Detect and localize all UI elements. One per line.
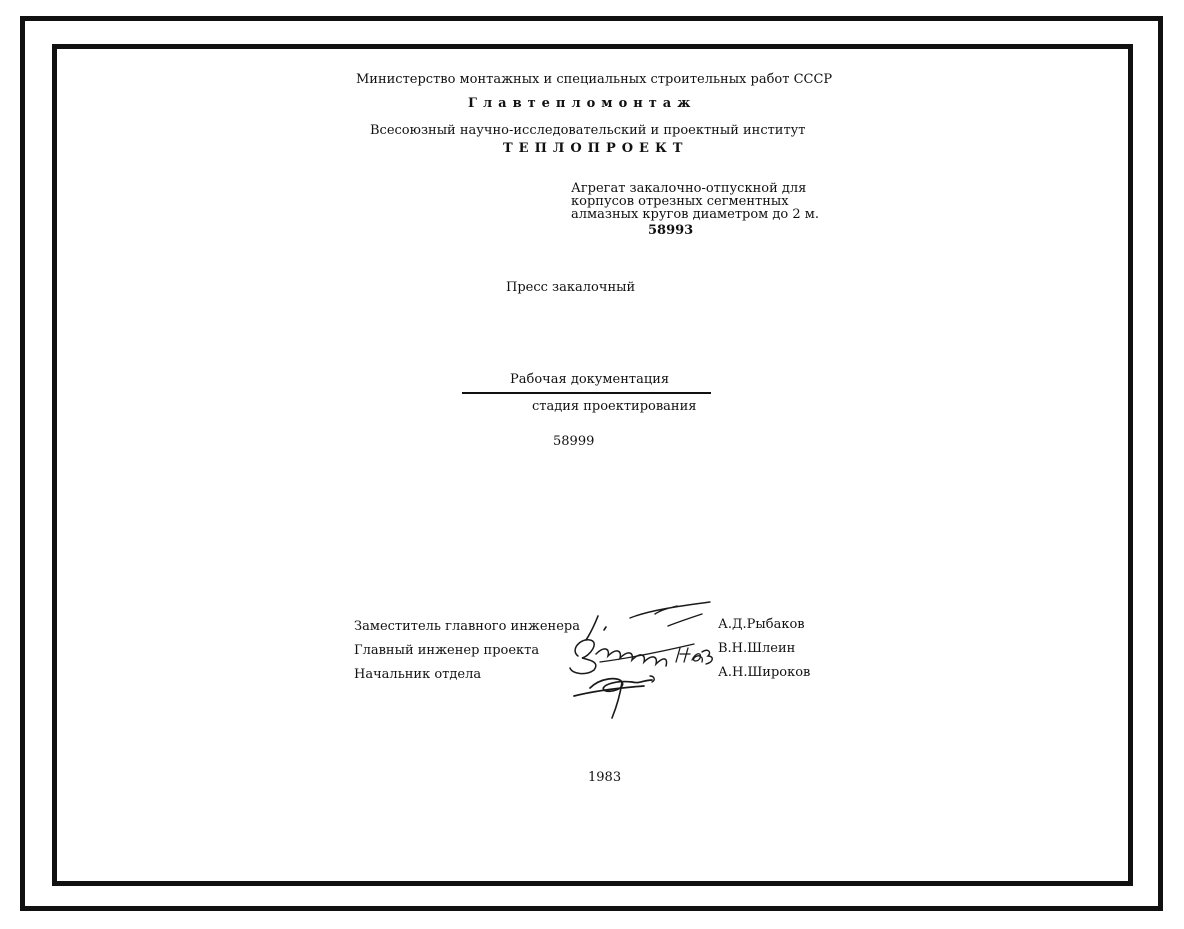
department-line: Главтепломонтаж [468,96,697,111]
signatory-name-1: А.Д.Рыбаков [718,617,805,632]
inner-frame [52,44,1133,886]
handwritten-signatures [560,596,720,726]
year: 1983 [588,770,622,785]
signatory-role-3: Начальник отдела [354,667,482,682]
signatory-role-2: Главный инженер проекта [354,643,540,658]
object-line-3: алмазных кругов диаметром до 2 м. [571,207,820,222]
institute-name: ТЕПЛОПРОЕКТ [503,141,689,156]
signatory-name-2: В.Н.Шлеин [718,641,796,656]
product-title: Пресс закалочный [506,280,636,295]
signatory-role-1: Заместитель главного инженера [354,619,580,634]
documentation-number: 58999 [553,434,595,449]
object-line-2: корпусов отрезных сегментных [571,194,789,209]
object-code: 58993 [648,223,694,238]
documentation-title: Рабочая документация [510,372,670,387]
signatory-name-3: А.Н.Широков [718,665,811,680]
institute-line: Всесоюзный научно-исследовательский и проектный институт [370,123,806,138]
ministry-line: Министерство монтажных и специальных строительных работ СССР [356,72,833,87]
documentation-stage: стадия проектирования [532,399,697,414]
title-underline [462,392,711,394]
object-line-1: Агрегат закалочно-отпускной для [571,181,807,196]
